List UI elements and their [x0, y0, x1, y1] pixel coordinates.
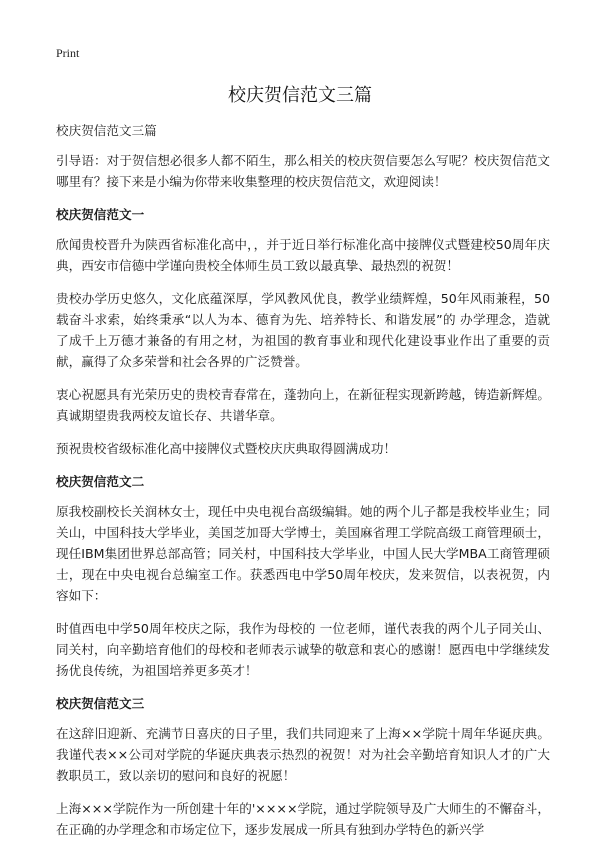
section-2-paragraph: 时值西电中学50周年校庆之际，我作为母校的 一位老师，谨代表我的两个儿子同关山、同关村，向辛勤培育他们的母校和老师表示诚挚的敬意和衷心的感谢！愿西电中学继续发扬优良传统，为祖国培养更多英才！ — [56, 621, 550, 678]
section-heading-2: 校庆贺信范文二 — [56, 474, 145, 489]
section-3-paragraph: 在这辞旧迎新、充满节日喜庆的日子里，我们共同迎来了上海××学院十周年华诞庆典。我谨代表××公司对学院的华诞庆典表示热烈的祝贺！对为社会辛勤培育知识人才的广大教职员工，致以亲切的慰问和良好的祝愿！ — [56, 726, 550, 783]
page-title: 校庆贺信范文三篇 — [228, 85, 372, 106]
section-heading-1: 校庆贺信范文一 — [56, 207, 145, 222]
print-link[interactable]: Print — [56, 46, 80, 60]
section-2-paragraph: 原我校副校长关润林女士，现任中央电视台高级编辑。她的两个儿子都是我校毕业生；同关山，中国科技大学毕业，美国芝加哥大学博士，美国麻省理工学院高级工商管理硕士，现任IBM集团世界总部高管；同关村，中国科技大学毕业，中国人民大学MBA工商管理硕士，现在中央电视台总编室工作。获悉西电中学50周年校庆，发来贺信，以表祝贺，内容如下： — [56, 504, 550, 603]
section-1-paragraph: 贵校办学历史悠久，文化底蕴深厚，学风教风优良，教学业绩辉煌，50年风雨兼程，50载奋斗求索，始终秉承“以人为本、德育为先、培养特长、和谐发展”的 办学理念，造就了成千上万德才兼备的有用之材，为祖国的教育事业和现代化建设事业作出了重要的贡献，赢得了众多荣誉和社会各界的广泛赞誉。 — [56, 291, 550, 369]
article-body — [56, 120, 550, 852]
section-1-paragraph: 衷心祝愿具有光荣历史的贵校青春常在，蓬勃向上，在新征程实现新跨越，铸造新辉煌。真诚期望贵我两校友谊长存、共谱华章。 — [56, 387, 550, 423]
section-3-paragraph: 上海×××学院作为一所创建十年的'××××学院，通过学院领导及广大师生的不懈奋斗，在正确的办学理念和市场定位下，逐步发展成一所具有独到办学特色的新兴学 — [56, 801, 550, 837]
section-heading-3: 校庆贺信范文三 — [56, 696, 145, 711]
section-1-paragraph: 欣闻贵校晋升为陕西省标准化高中，，并于近日举行标准化高中接牌仪式暨建校50周年庆典，西安市信德中学谨向贵校全体师生员工致以最真挚、最热烈的祝贺！ — [56, 237, 550, 273]
intro-paragraph: 引导语：对于贺信想必很多人都不陌生，那么相关的校庆贺信要怎么写呢？校庆贺信范文哪里有？接下来是小编为你带来收集整理的校庆贺信范文，欢迎阅读！ — [56, 153, 550, 189]
section-1-paragraph: 预祝贵校省级标准化高中接牌仪式暨校庆庆典取得圆满成功！ — [56, 441, 397, 456]
article-subtitle: 校庆贺信范文三篇 — [56, 123, 157, 138]
